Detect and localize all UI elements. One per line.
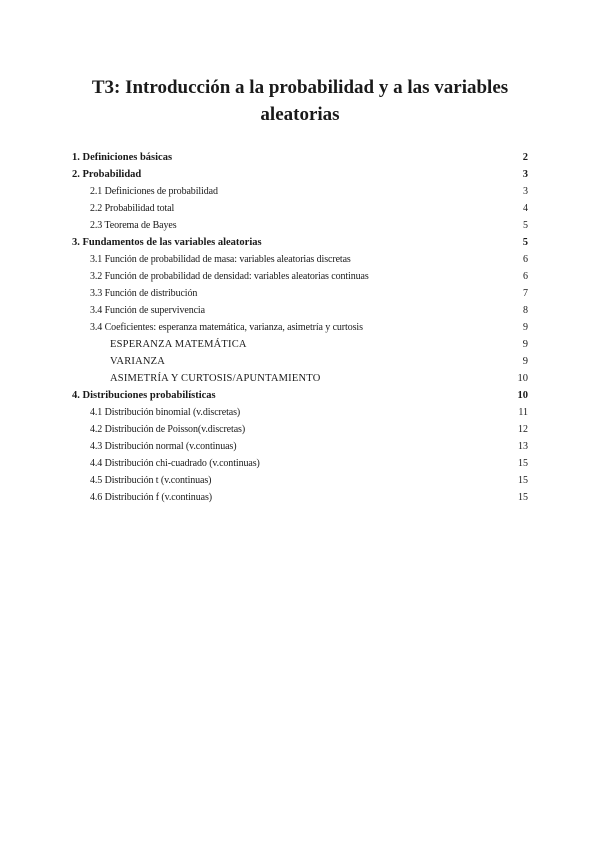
toc-entry-label: 1. Definiciones básicas (72, 152, 173, 163)
toc-entry-3-4b[interactable] (72, 319, 528, 336)
toc-entry-label: 4.5 Distribución t (v.continuas) (90, 475, 212, 486)
toc-entry-label: VARIANZA (110, 356, 166, 367)
toc-entry-page: 10 (517, 390, 528, 401)
toc-entry-3-3[interactable] (72, 285, 528, 302)
toc-entry-3-2[interactable] (72, 268, 528, 285)
toc-entry-label: 4.1 Distribución binomial (v.discretas) (90, 407, 241, 418)
toc-entry-page: 9 (522, 339, 528, 350)
toc-entry-page: 15 (518, 475, 528, 486)
toc-entry-label: 3.3 Función de distribución (90, 288, 198, 299)
toc-entry-page: 9 (522, 356, 528, 367)
toc-entry-asimetria[interactable] (72, 370, 528, 387)
toc-entry-page: 15 (518, 458, 528, 469)
toc-entry-label: 3.4 Coeficientes: esperanza matemática, varianza, asimetría y curtosis (90, 322, 363, 333)
toc-entry-page: 10 (517, 373, 528, 384)
toc-entry-3-4a[interactable] (72, 302, 528, 319)
toc-entry-page: 3 (523, 186, 528, 197)
toc-entry-label: 4.2 Distribución de Poisson(v.discretas) (90, 424, 246, 435)
toc-entry-label: ESPERANZA MATEMÁTICA (110, 339, 247, 350)
toc-entry-page: 15 (518, 492, 528, 503)
toc-entry-4-6[interactable] (72, 489, 528, 506)
toc-entry-3[interactable] (72, 234, 528, 251)
toc-entry-label: ASIMETRÍA Y CURTOSIS/APUNTAMIENTO (110, 373, 321, 384)
toc-entry-2-2[interactable] (72, 200, 528, 217)
toc-entry-label: 4.6 Distribución f (v.continuas) (90, 492, 212, 503)
toc-entry-2-3[interactable] (72, 217, 528, 234)
toc-entry-varianza[interactable] (72, 353, 528, 370)
table-of-contents (72, 149, 528, 506)
toc-entry-label: 3.4 Función de supervivencia (90, 305, 205, 316)
toc-entry-page: 3 (522, 169, 528, 180)
toc-entry-4-5[interactable] (72, 472, 528, 489)
toc-entry-page: 8 (523, 305, 528, 316)
toc-entry-label: 4. Distribuciones probabilísticas (72, 390, 216, 401)
toc-entry-1[interactable] (72, 149, 528, 166)
toc-entry-page: 5 (522, 237, 528, 248)
document-title: T3: Introducción a la probabilidad y a las variables aleatorias (91, 77, 509, 125)
toc-entry-page: 9 (523, 322, 528, 333)
toc-entry-4-2[interactable] (72, 421, 528, 438)
toc-entry-page: 6 (523, 254, 528, 265)
toc-entry-label: 2. Probabilidad (72, 169, 142, 180)
toc-entry-3-1[interactable] (72, 251, 528, 268)
toc-entry-label: 2.3 Teorema de Bayes (90, 220, 177, 231)
toc-entry-2[interactable] (72, 166, 528, 183)
toc-entry-page: 5 (523, 220, 528, 231)
toc-entry-page: 6 (523, 271, 528, 282)
toc-entry-label: 3. Fundamentos de las variables aleatorias (72, 237, 262, 248)
toc-entry-label: 4.3 Distribución normal (v.continuas) (90, 441, 237, 452)
toc-entry-page: 13 (518, 441, 528, 452)
toc-entry-label: 3.1 Función de probabilidad de masa: variables aleatorias discretas (90, 254, 351, 265)
toc-entry-label: 2.2 Probabilidad total (90, 203, 175, 214)
toc-entry-4-4[interactable] (72, 455, 528, 472)
toc-entry-4[interactable] (72, 387, 528, 404)
toc-entry-4-1[interactable] (72, 404, 528, 421)
toc-entry-page: 7 (523, 288, 528, 299)
toc-entry-4-3[interactable] (72, 438, 528, 455)
toc-entry-2-1[interactable] (72, 183, 528, 200)
toc-entry-page: 12 (518, 424, 528, 435)
toc-entry-page: 11 (518, 407, 528, 418)
toc-entry-page: 2 (522, 152, 528, 163)
toc-entry-label: 4.4 Distribución chi-cuadrado (v.continuas) (90, 458, 260, 469)
toc-entry-page: 4 (523, 203, 528, 214)
toc-entry-label: 2.1 Definiciones de probabilidad (90, 186, 218, 197)
toc-entry-esperanza[interactable] (72, 336, 528, 353)
toc-entry-label: 3.2 Función de probabilidad de densidad: variables aleatorias continuas (90, 271, 369, 282)
